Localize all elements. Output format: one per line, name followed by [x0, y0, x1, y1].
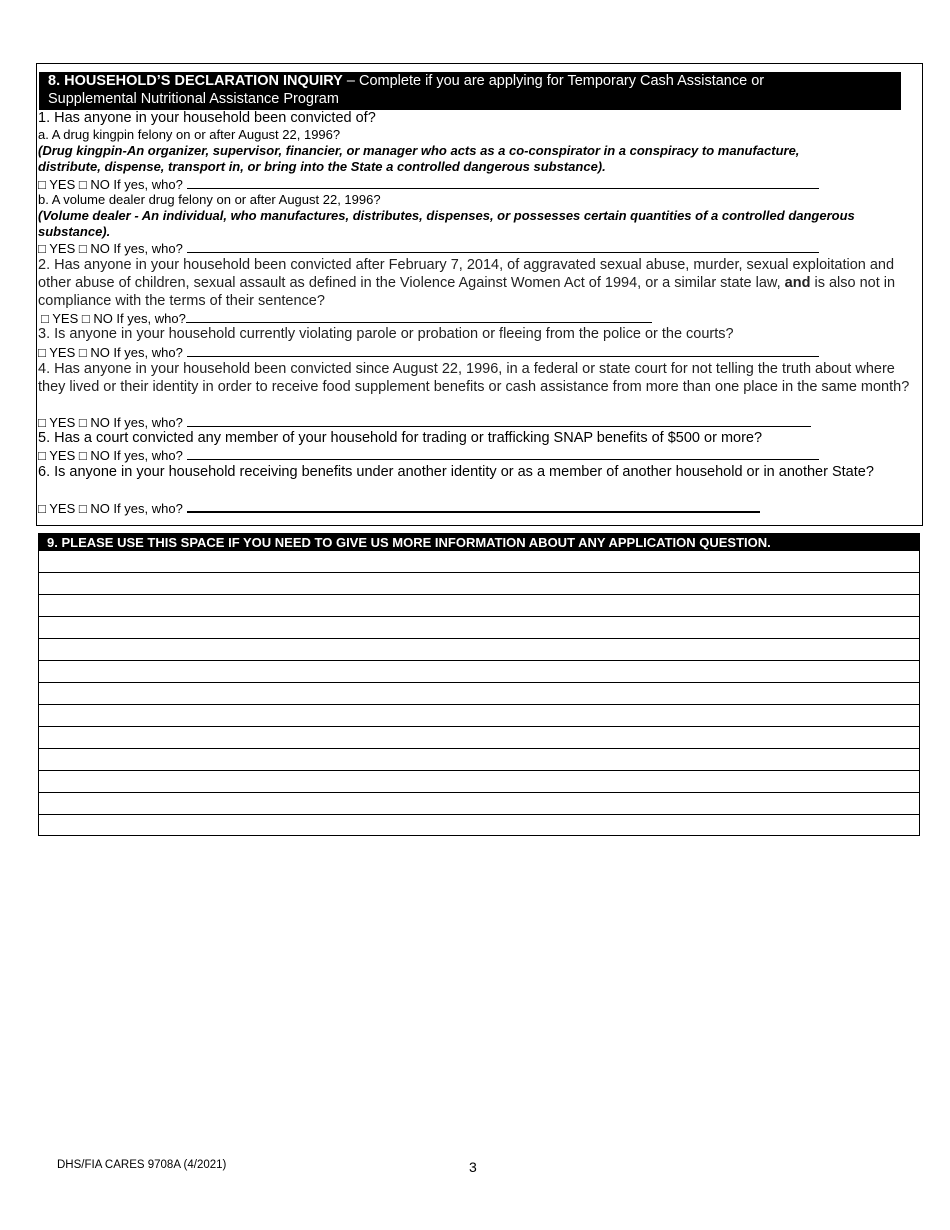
- writing-line[interactable]: [39, 551, 919, 573]
- writing-line[interactable]: [39, 661, 919, 683]
- yes-no-prompt: □ YES □ NO If yes, who?: [38, 501, 183, 516]
- section-8-title-bold: 8. HOUSEHOLD’S DECLARATION INQUIRY: [48, 73, 343, 89]
- who-answer-line[interactable]: [186, 310, 652, 323]
- answer-row-5[interactable]: [38, 447, 819, 464]
- writing-line[interactable]: [39, 573, 919, 595]
- section-8-title-line2: Supplemental Nutritional Assistance Program: [48, 91, 339, 107]
- question-1a-definition-line2: distribute, dispense, transport in, or bring into the State a controlled dangerous substance).: [38, 159, 606, 174]
- who-answer-line[interactable]: [187, 240, 819, 253]
- answer-row-4[interactable]: [38, 414, 811, 431]
- section-9-header: 9. PLEASE USE THIS SPACE IF YOU NEED TO GIVE US MORE INFORMATION ABOUT ANY APPLICATION QUESTION.: [39, 534, 919, 551]
- section-8-declaration: [36, 63, 923, 526]
- writing-line[interactable]: [39, 617, 919, 639]
- page-number: 3: [469, 1159, 477, 1175]
- who-answer-line[interactable]: [187, 344, 819, 357]
- answer-row-1b[interactable]: [38, 240, 819, 257]
- writing-line[interactable]: [39, 727, 919, 749]
- section-8-title-rest: – Complete if you are applying for Temporary Cash Assistance or: [342, 73, 765, 89]
- yes-no-prompt: □ YES □ NO If yes, who?: [38, 448, 183, 463]
- question-6: 6. Is anyone in your household receiving benefits under another identity or as a member of another household or in another State?: [38, 464, 874, 480]
- who-answer-line[interactable]: [187, 414, 811, 427]
- question-1b-definition-line2: substance).: [38, 224, 111, 239]
- yes-no-prompt: □ YES □ NO If yes, who?: [38, 345, 183, 360]
- answer-row-6[interactable]: [38, 499, 760, 517]
- writing-line[interactable]: [39, 683, 919, 705]
- yes-no-prompt: □ YES □ NO If yes, who?: [38, 415, 183, 430]
- question-1: 1. Has anyone in your household been convicted of?: [38, 110, 376, 126]
- writing-line[interactable]: [39, 639, 919, 661]
- answer-row-2[interactable]: [41, 310, 652, 327]
- question-1b-definition-line1: (Volume dealer - An individual, who manufactures, distributes, dispenses, or possesses certain quantities of a controlled dangerous: [38, 208, 855, 223]
- writing-line[interactable]: [39, 595, 919, 617]
- who-answer-line[interactable]: [187, 499, 760, 513]
- yes-no-prompt: □ YES □ NO If yes, who?: [38, 177, 183, 192]
- additional-info-lines[interactable]: [39, 551, 919, 837]
- question-3: 3. Is anyone in your household currently violating parole or probation or fleeing from the police or the courts?: [38, 326, 734, 342]
- answer-row-3[interactable]: [38, 344, 819, 361]
- question-2: 2. Has anyone in your household been convicted after February 7, 2014, of aggravated sexual abuse, murder, sexual exploitation and other abuse of children, sexual assault as defined in the Violence Against Women Act of 1994, or a similar state law, and is also not in compliance with the terms of their sentence?: [38, 257, 896, 309]
- question-4: 4. Has anyone in your household been convicted since August 22, 1996, in a federal or state court for not telling the truth about where they lived or their identity in order to receive food supplement benefits or cash assistance from more than one place in the same month?: [38, 361, 910, 395]
- question-1a-definition-line1: (Drug kingpin-An organizer, supervisor, financier, or manager who acts as a co-conspirator in a conspiracy to manufacture,: [38, 143, 800, 158]
- writing-line[interactable]: [39, 749, 919, 771]
- yes-no-prompt: □ YES □ NO If yes, who?: [38, 241, 183, 256]
- question-5: 5. Has a court convicted any member of your household for trading or trafficking SNAP benefits of $500 or more?: [38, 430, 763, 446]
- section-9-additional-info: [38, 533, 920, 836]
- section-8-header: [39, 72, 901, 110]
- question-1b: b. A volume dealer drug felony on or after August 22, 1996?: [38, 192, 381, 207]
- who-answer-line[interactable]: [187, 447, 819, 460]
- answer-row-1a[interactable]: [38, 176, 819, 193]
- writing-line[interactable]: [39, 815, 919, 837]
- question-1a: a. A drug kingpin felony on or after August 22, 1996?: [38, 127, 341, 142]
- writing-line[interactable]: [39, 705, 919, 727]
- yes-no-prompt: □ YES □ NO If yes, who?: [41, 311, 186, 326]
- who-answer-line[interactable]: [187, 176, 819, 189]
- writing-line[interactable]: [39, 793, 919, 815]
- writing-line[interactable]: [39, 771, 919, 793]
- form-id: DHS/FIA CARES 9708A (4/2021): [57, 1159, 227, 1171]
